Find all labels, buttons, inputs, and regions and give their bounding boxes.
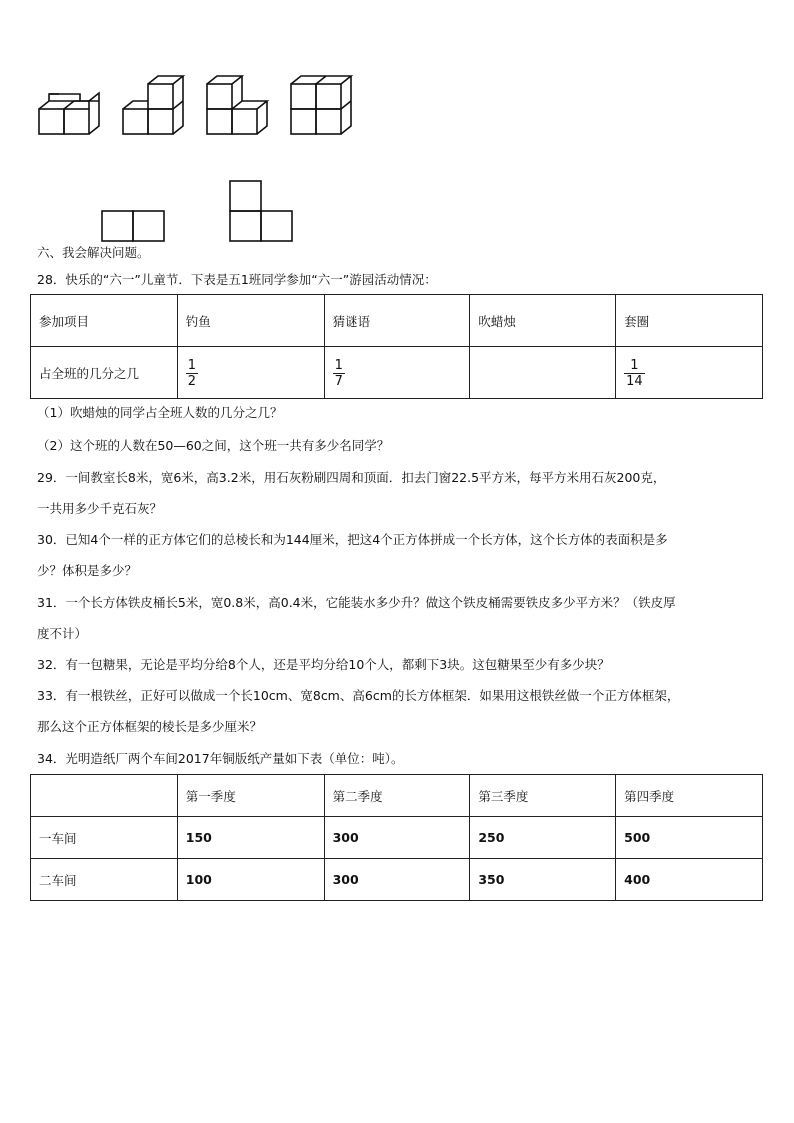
view-two-squares <box>102 211 164 241</box>
production-header-cell: 第一季度 <box>177 775 324 817</box>
activity-header-cell: 钓鱼 <box>177 295 324 347</box>
q29-line1: 29．一间教室长8米，宽6米，高3.2米，用石灰粉刷四周和顶面．扣去门窗22.5平方米，每平方米用石灰200克， <box>37 470 666 485</box>
q30-line2: 少？体积是多少？ <box>37 563 138 578</box>
q31-line2: 度不计） <box>37 626 88 641</box>
production-cell: 350 <box>470 859 616 901</box>
production-header-cell: 第三季度 <box>470 775 616 817</box>
production-cell: 300 <box>324 817 470 859</box>
activity-fraction-row <box>31 347 763 399</box>
production-cell: 400 <box>616 859 763 901</box>
fraction-numerator: 1 <box>334 357 343 373</box>
fraction-cell <box>324 347 470 399</box>
q34-text: 34．光明造纸厂两个车间2017年铜版纸产量如下表（单位：吨）。 <box>37 751 404 766</box>
activity-header-row <box>31 295 763 347</box>
production-header-cell <box>31 775 178 817</box>
production-row <box>31 859 763 901</box>
activity-header-cell: 吹蜡烛 <box>470 295 616 347</box>
q33-line2: 那么这个正方体框架的棱长是多少厘米？ <box>37 719 263 734</box>
production-cell: 150 <box>177 817 324 859</box>
production-cell: 250 <box>470 817 616 859</box>
cube-figure-4 <box>291 76 351 134</box>
q29-line2: 一共用多少千克石灰？ <box>37 501 163 516</box>
production-header-cell: 第二季度 <box>324 775 470 817</box>
production-row <box>31 817 763 859</box>
production-row-label: 二车间 <box>31 859 178 901</box>
section-title: 六、我会解决问题。 <box>37 245 150 260</box>
q28-sub1: （1）吹蜡烛的同学占全班人数的几分之几？ <box>37 405 283 420</box>
fraction-denominator: 14 <box>626 373 643 389</box>
fraction <box>624 358 645 389</box>
fraction-cell-empty <box>470 347 616 399</box>
fraction-numerator: 1 <box>187 357 197 373</box>
activity-table <box>30 294 763 399</box>
fraction-cell <box>616 347 763 399</box>
fraction-denominator: 7 <box>334 373 343 389</box>
activity-header-cell: 参加项目 <box>31 295 178 347</box>
q28-sub2: （2）这个班的人数在50—60之间，这个班一共有多少名同学？ <box>37 438 390 453</box>
cube-figure-2 <box>123 76 183 134</box>
production-cell: 500 <box>616 817 763 859</box>
production-cell: 300 <box>324 859 470 901</box>
cube-figures <box>0 0 794 250</box>
fraction-numerator: 1 <box>630 357 639 373</box>
fraction <box>186 358 198 389</box>
cube-figure-3 <box>207 76 267 134</box>
fraction <box>333 358 345 389</box>
activity-header-cell: 猜谜语 <box>324 295 470 347</box>
fraction-denominator: 2 <box>187 373 197 389</box>
production-row-label: 一车间 <box>31 817 178 859</box>
production-cell: 100 <box>177 859 324 901</box>
cube-figure-1 <box>39 93 99 134</box>
q31-line1: 31．一个长方体铁皮桶长5米，宽0.8米，高0.4米，它能装水多少升？做这个铁皮桶需要铁皮多少平方米？（铁皮厚 <box>37 595 676 610</box>
q30-line1: 30．已知4个一样的正方体它们的总棱长和为144厘米，把这4个正方体拼成一个长方体，这个长方体的表面积是多 <box>37 532 668 547</box>
fraction-cell <box>177 347 324 399</box>
q33-line1: 33．有一根铁丝，正好可以做成一个长10cm、宽8cm、高6cm的长方体框架．如果用这根铁丝做一个正方体框架， <box>37 688 680 703</box>
production-header-row <box>31 775 763 817</box>
activity-row-label: 占全班的几分之几 <box>31 347 178 399</box>
q32-line1: 32．有一包糖果，无论是平均分给8个人，还是平均分给10个人，都剩下3块。这包糖果至少有多少块？ <box>37 657 610 672</box>
q28-text: 28．快乐的“六一”儿童节．下表是五1班同学参加“六一”游园活动情况： <box>37 272 437 287</box>
activity-header-cell: 套圈 <box>616 295 763 347</box>
view-l-shape <box>230 181 292 241</box>
production-table <box>30 774 763 901</box>
production-header-cell: 第四季度 <box>616 775 763 817</box>
